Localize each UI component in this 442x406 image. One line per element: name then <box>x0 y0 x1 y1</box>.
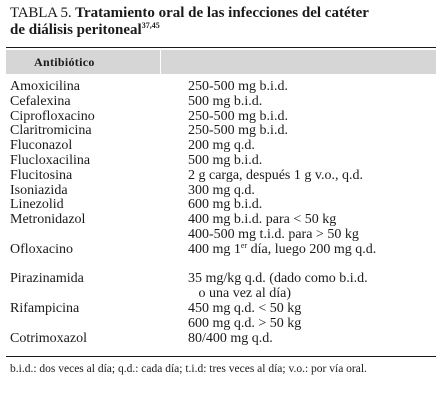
table-row <box>10 184 430 199</box>
drug-name: Ciprofloxacino <box>10 108 95 124</box>
bottom-rule <box>6 356 436 357</box>
drug-dose: 400 mg b.i.d. para < 50 kg 400-500 mg t.i.d. para > 50 kg <box>188 212 359 242</box>
drug-dose: 500 mg b.i.d. <box>188 93 263 109</box>
title-references: 37,45 <box>141 21 160 30</box>
table-row <box>10 169 430 184</box>
drug-dose: 450 mg q.d. < 50 kg 600 mg q.d. > 50 kg <box>188 300 302 331</box>
table-row <box>10 124 430 139</box>
drug-name: Cotrimoxazol <box>10 330 87 346</box>
table-row <box>10 139 430 154</box>
drug-dose: 300 mg q.d. <box>188 182 255 198</box>
drug-name: Metronidazol <box>10 212 86 228</box>
table-row <box>10 272 430 302</box>
drug-name: Amoxicilina <box>10 79 80 94</box>
table-row <box>10 302 430 332</box>
drug-name: Flucitosina <box>10 167 73 183</box>
drug-name: Cefalexina <box>10 93 71 109</box>
drug-name: Isoniazida <box>10 182 68 198</box>
table-row <box>10 80 430 95</box>
drug-name: Pirazinamida <box>10 271 84 287</box>
table-row <box>10 213 430 243</box>
table-row <box>10 154 430 169</box>
drug-dose: 35 mg/kg q.d. (dado como b.i.d. o una vez al día) <box>188 271 368 302</box>
table-row <box>10 95 430 110</box>
drug-dose: 250-500 mg b.i.d. <box>188 108 288 124</box>
header-divider <box>160 50 161 74</box>
drug-dose: 400 mg 1er día, luego 200 mg q.d. <box>188 240 377 257</box>
drug-name: Flucloxacilina <box>10 152 91 168</box>
drug-dose: 2 g carga, después 1 g v.o., q.d. <box>188 167 363 183</box>
title-line-2: de diálisis peritoneal <box>10 22 142 38</box>
row-spacer <box>10 258 430 273</box>
drug-dose: 200 mg q.d. <box>188 138 255 154</box>
table-body <box>10 80 430 346</box>
drug-dose: 600 mg b.i.d. <box>188 197 263 213</box>
table-row <box>10 332 430 347</box>
table-number: TABLA 5. <box>10 5 72 21</box>
table-footnote: b.i.d.: dos veces al día; q.d.: cada día; t.i.d: tres veces al día; v.o.: por vía oral. <box>10 363 367 375</box>
top-rule <box>6 47 436 48</box>
table-title <box>10 5 435 39</box>
drug-dose: 250-500 mg b.i.d. <box>188 123 288 139</box>
drug-name: Claritromicina <box>10 123 92 139</box>
title-line-1: Tratamiento oral de las infecciones del catéter <box>75 5 369 21</box>
drug-dose: 250-500 mg b.i.d. <box>188 79 288 94</box>
drug-name: Ofloxacino <box>10 241 73 257</box>
table-row <box>10 110 430 125</box>
table-row <box>10 198 430 213</box>
drug-name: Fluconazol <box>10 138 73 154</box>
column-header-antibiotic: Antibiótico <box>34 55 95 69</box>
table-row <box>10 240 430 258</box>
drug-dose: 80/400 mg q.d. <box>188 330 273 346</box>
drug-name: Linezolid <box>10 197 64 213</box>
drug-dose: 500 mg b.i.d. <box>188 152 263 168</box>
drug-name: Rifampicina <box>10 300 80 316</box>
